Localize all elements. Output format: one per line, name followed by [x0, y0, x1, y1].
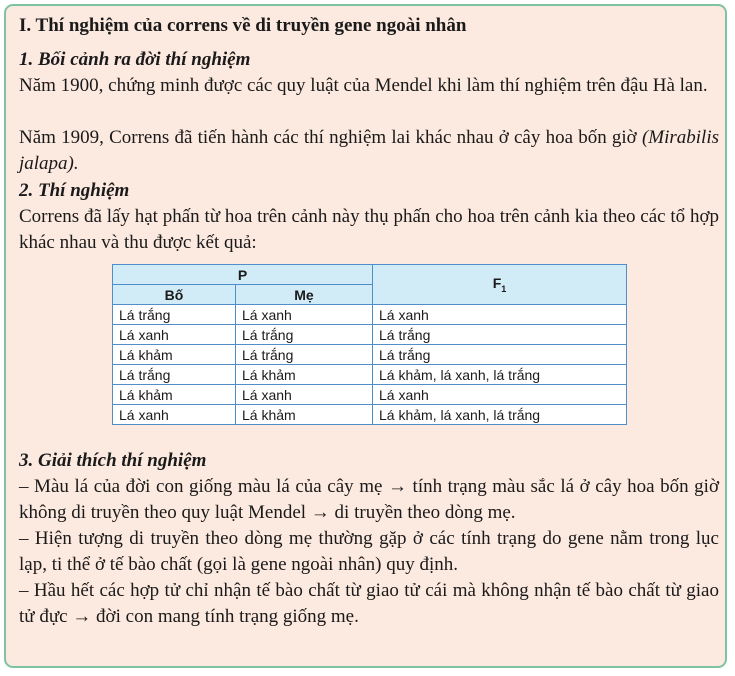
cell-father: Lá xanh — [113, 325, 236, 345]
explanation-paragraph-3: – Hầu hết các hợp tử chỉ nhận tế bào chất từ giao tử cái mà không nhận tế bào chất từ giao tử đực → đời con mang tính trạng giống mẹ. — [19, 580, 719, 627]
explanation-heading: 3. Giải thích thí nghiệm — [19, 450, 207, 471]
cell-father: Lá khảm — [113, 345, 236, 365]
table-row — [113, 325, 627, 345]
cell-mother: Lá trắng — [236, 325, 373, 345]
cell-father: Lá xanh — [113, 405, 236, 425]
cell-f1: Lá xanh — [373, 385, 627, 405]
header-p: P — [113, 265, 373, 285]
content-card — [4, 4, 727, 668]
cell-f1: Lá trắng — [373, 325, 627, 345]
cell-father: Lá trắng — [113, 305, 236, 325]
cell-f1: Lá khảm, lá xanh, lá trắng — [373, 365, 627, 385]
cell-mother: Lá xanh — [236, 385, 373, 405]
results-table-wrap — [112, 264, 626, 425]
explanation-paragraph-2: – Hiện tượng di truyền theo dòng mẹ thường gặp ở các tính trạng do gene nằm trong lục lạp, ti thể ở tế bào chất (gọi là gene ngoài nhân) quy định. — [19, 528, 719, 575]
cell-mother: Lá khảm — [236, 365, 373, 385]
results-table — [112, 264, 627, 425]
context-paragraph-1: Năm 1900, chứng minh được các quy luật của Mendel khi làm thí nghiệm trên đậu Hà lan. — [19, 75, 708, 96]
species-name: (Mirabilis jalapa). — [19, 127, 719, 174]
explanation-paragraph-1: – Màu lá của đời con giống màu lá của cây mẹ → tính trạng màu sắc lá ở cây hoa bốn giờ không di truyền theo quy luật Mendel → di truyền theo dòng mẹ. — [19, 476, 719, 523]
cell-mother: Lá khảm — [236, 405, 373, 425]
cell-mother: Lá trắng — [236, 345, 373, 365]
context-paragraph-2-text: Năm 1909, Correns đã tiến hành các thí nghiệm lai khác nhau ở cây hoa bốn giờ — [19, 127, 637, 148]
table-row — [113, 365, 627, 385]
cell-father: Lá khảm — [113, 385, 236, 405]
header-f1-subscript: 1 — [501, 283, 507, 294]
header-f1 — [373, 265, 627, 305]
cell-f1: Lá trắng — [373, 345, 627, 365]
cell-father: Lá trắng — [113, 365, 236, 385]
section-title: I. Thí nghiệm của correns về di truyền gene ngoài nhân — [19, 15, 467, 36]
experiment-heading: 2. Thí nghiệm — [19, 180, 130, 201]
table-row — [113, 385, 627, 405]
header-father: Bố — [113, 285, 236, 305]
header-f1-letter: F — [492, 275, 502, 292]
header-mother: Mẹ — [236, 285, 373, 305]
cell-f1: Lá khảm, lá xanh, lá trắng — [373, 405, 627, 425]
cell-mother: Lá xanh — [236, 305, 373, 325]
context-heading: 1. Bối cảnh ra đời thí nghiệm — [19, 49, 251, 70]
experiment-paragraph: Correns đã lấy hạt phấn từ hoa trên cảnh này thụ phấn cho hoa trên cảnh kia theo các tổ hợp khác nhau và thu được kết quả: — [19, 206, 719, 253]
context-paragraph-2 — [19, 125, 719, 177]
cell-f1: Lá xanh — [373, 305, 627, 325]
table-row — [113, 345, 627, 365]
table-row — [113, 405, 627, 425]
table-row — [113, 305, 627, 325]
